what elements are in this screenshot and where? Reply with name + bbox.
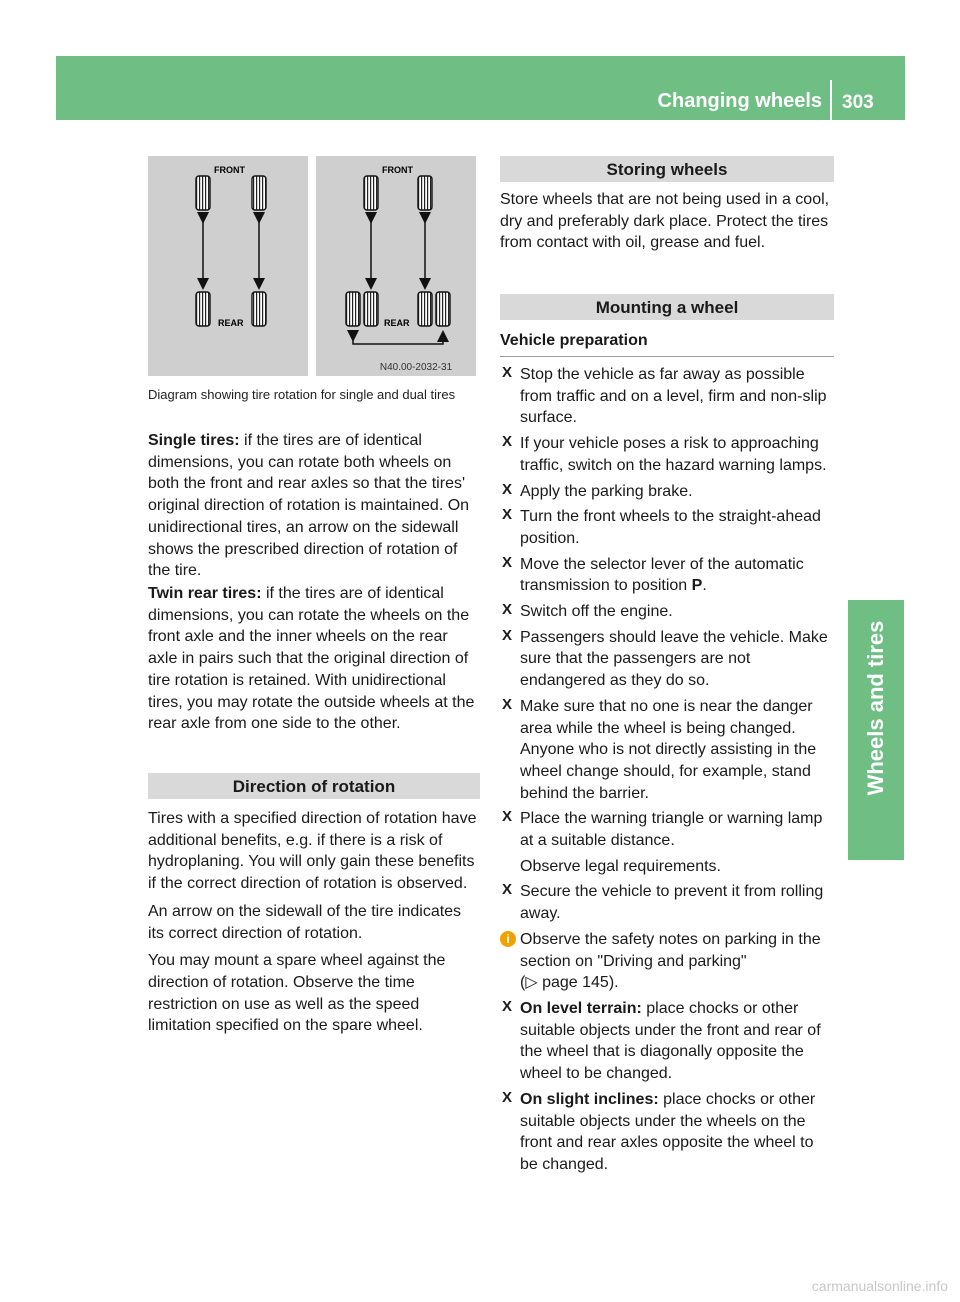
step-text-part: Move the selector lever of the automatic transmission to position: [520, 555, 804, 595]
step-marker-icon: X: [502, 506, 513, 524]
step-item: [500, 506, 834, 549]
mounting-heading-band: [500, 294, 834, 320]
step-marker-icon: X: [502, 881, 513, 899]
twin-tires-paragraph: [148, 583, 480, 735]
step-text: Make sure that no one is near the danger area while the wheel is being changed. Anyone who is not directly assisting in the wheel change should, for example, stand behind the barrier.: [520, 697, 817, 802]
step-text: Apply the parking brake.: [520, 482, 693, 500]
step-item: [500, 881, 834, 924]
step-text: Passengers should leave the vehicle. Make sure that the passengers are not endangered as they do so.: [520, 628, 828, 690]
vehicle-preparation-heading: Vehicle preparation: [500, 332, 648, 349]
slight-inclines-text: place chocks or other suitable objects under the wheels on the front and rear axles opposite the wheel to be changed.: [520, 1090, 816, 1173]
step-item: [500, 627, 834, 692]
tire-front-left: [364, 176, 378, 210]
step-text: Place the warning triangle or warning lamp at a suitable distance.: [520, 810, 823, 850]
step-note: Observe legal requirements.: [520, 857, 721, 875]
storing-heading: Storing wheels: [606, 160, 728, 179]
direction-heading-band: [148, 773, 480, 799]
step-text: Turn the front wheels to the straight-ahead position.: [520, 508, 821, 547]
direction-paragraph-3: You may mount a spare wheel against the direction of rotation. Observe the time restriction on use as well as the speed limitation specified on the spare wheel.: [148, 952, 446, 1035]
direction-paragraph-2: An arrow on the sidewall of the tire indicates its correct direction of rotation.: [148, 902, 462, 942]
storing-paragraph: Store wheels that are not being used in a cool, dry and preferably dark place. Protect the tires from contact with oil, grease and fuel.: [500, 191, 830, 252]
step-text: [520, 554, 834, 597]
rear-label: REAR: [384, 318, 410, 328]
info-icon: i: [500, 931, 516, 947]
tire-rear-inner-right: [418, 292, 432, 326]
page-reference-link[interactable]: (▷ page 145).: [520, 974, 619, 992]
side-tab-block: [848, 816, 904, 860]
mounting-heading: Mounting a wheel: [595, 298, 739, 317]
step-marker-icon: X: [502, 626, 513, 644]
twin-tires-term: Twin rear tires:: [148, 585, 262, 602]
step-text: Stop the vehicle as far away as possible from traffic and on a level, firm and non-slip surface.: [520, 366, 827, 427]
step-marker-icon: X: [502, 433, 513, 451]
step-item: [500, 554, 834, 597]
step-text: Secure the vehicle to prevent it from rolling away.: [520, 883, 824, 923]
step-item: [500, 433, 834, 476]
tire-rear-right: [252, 292, 266, 326]
preparation-steps: [500, 364, 834, 1176]
tire-front-right: [252, 176, 266, 210]
step-item: [500, 481, 834, 503]
info-note: [500, 929, 834, 994]
front-label: FRONT: [382, 165, 413, 175]
step-text: [520, 1089, 834, 1176]
step-marker-icon: X: [502, 364, 513, 381]
step-marker-icon: X: [502, 480, 513, 498]
watermark: carmanualsonline.info: [811, 1278, 948, 1294]
side-tab-label: Wheels and tires: [863, 620, 888, 796]
step-marker-icon: X: [502, 808, 513, 826]
step-text: If your vehicle poses a risk to approaching traffic, switch on the hazard warning lamps.: [520, 435, 827, 474]
info-text: Observe the safety notes on parking in the section on "Driving and parking": [520, 930, 821, 970]
front-label: FRONT: [214, 165, 245, 175]
figure-caption: Diagram showing tire rotation for single and dual tires: [148, 387, 456, 402]
step-marker-icon: X: [502, 553, 513, 571]
step-item: [500, 808, 834, 877]
step-item: [500, 364, 834, 429]
step-item: [500, 1089, 834, 1176]
single-tires-text: if the tires are of identical dimensions, you can rotate both wheels on both the front and rear axles so that the tires' original direction of rotation is maintained. On unidirectional tires, an arrow on the sidewall shows the prescribed direction of rotation of the tire.: [148, 432, 470, 580]
step-text: Switch off the engine.: [520, 603, 673, 621]
gear-position: P: [691, 577, 703, 595]
step-item: [500, 696, 834, 805]
twin-tires-text: if the tires are of identical dimensions, you can rotate the wheels on the front axle and the inner wheels on the rear axle in pairs such that the original direction of tire rotation is retained. With unidirectional tires, you may rotate the outside wheels at the rear axle from one side to the other.: [148, 585, 475, 733]
tire-rear-outer-left: [346, 292, 360, 326]
level-terrain-term: On level terrain:: [520, 999, 642, 1017]
direction-section: [148, 808, 480, 1037]
step-marker-icon: X: [502, 695, 513, 713]
slight-inclines-term: On slight inclines:: [520, 1090, 659, 1108]
step-item: [500, 601, 834, 623]
storing-section: [500, 189, 834, 254]
step-marker-icon: X: [502, 1088, 513, 1106]
direction-heading: Direction of rotation: [232, 777, 396, 796]
tire-rear-inner-left: [364, 292, 378, 326]
tire-rotation-figure: [148, 156, 476, 376]
step-marker-icon: X: [502, 997, 513, 1015]
single-tires-paragraph: [148, 430, 480, 582]
step-text: [520, 998, 834, 1085]
chapter-title: Changing wheels: [657, 90, 822, 112]
figure-code: N40.00-2032-31: [379, 362, 453, 373]
page-number: 303: [842, 92, 874, 113]
rotation-diagram: [148, 156, 476, 376]
section-rule: [500, 356, 834, 357]
level-terrain-text: place chocks or other suitable objects under the front and rear of the wheel that is diagonally opposite the wheel to be changed.: [520, 999, 821, 1083]
tire-front-left: [196, 176, 210, 210]
step-item: [500, 998, 834, 1085]
tire-rear-left: [196, 292, 210, 326]
direction-paragraph-1: Tires with a specified direction of rotation have additional benefits, e.g. if there is a risk of hydroplaning. You will only gain these benefits if the correct direction of rotation is observed.: [148, 810, 477, 893]
single-tires-term: Single tires:: [148, 432, 240, 449]
outer-swap-arrow: [353, 336, 443, 344]
rear-label: REAR: [218, 318, 244, 328]
tire-rear-outer-right: [436, 292, 450, 326]
header-separator: [830, 80, 832, 120]
storing-heading-band: [500, 156, 834, 182]
tire-front-right: [418, 176, 432, 210]
step-text-part: .: [702, 577, 707, 595]
step-marker-icon: X: [502, 601, 513, 619]
